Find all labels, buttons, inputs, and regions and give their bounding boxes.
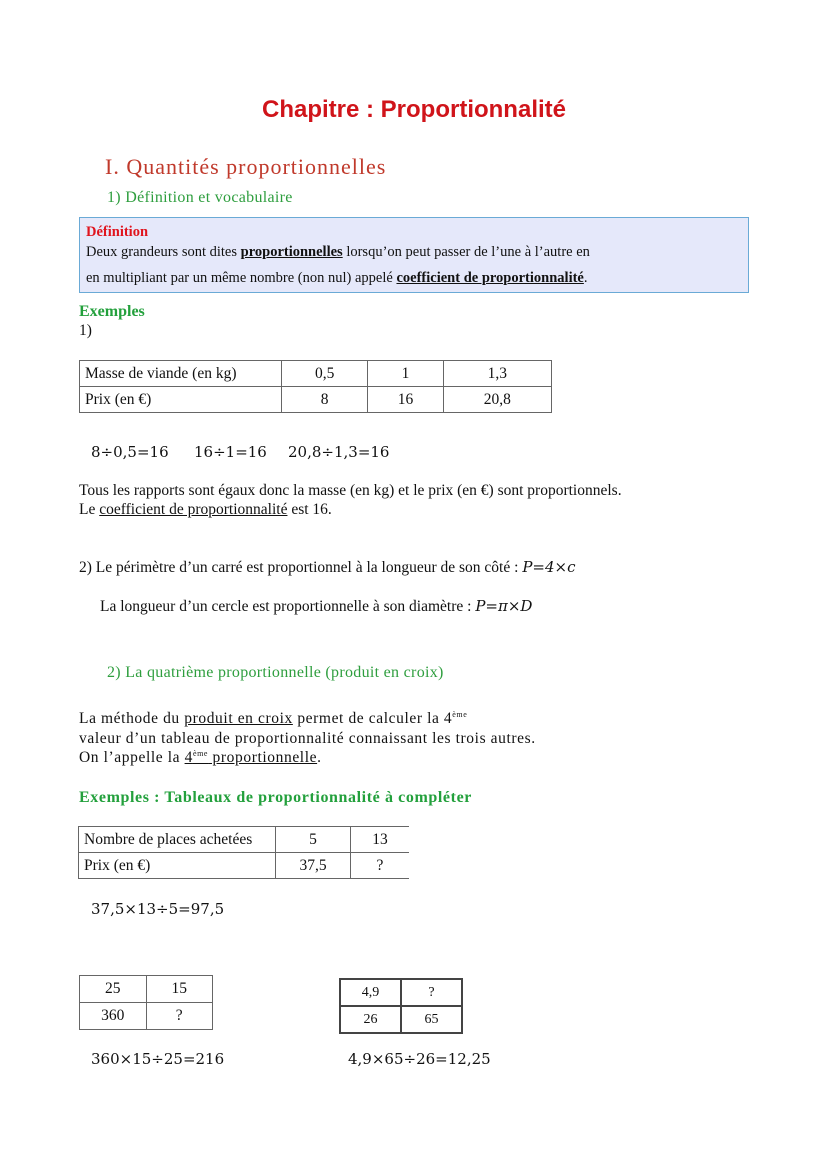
ratio-1: 8÷0,5=16	[91, 443, 169, 461]
method-line-3: On l’appelle la 4ème proportionnelle.	[79, 749, 322, 767]
table-cell: 8	[282, 387, 368, 413]
table-4	[339, 978, 463, 1034]
calculation-3: 360×15÷25=216	[91, 1050, 225, 1068]
table-cell: Masse de viande (en kg)	[80, 361, 282, 387]
table-cell: 1	[368, 361, 443, 387]
ratio-2: 16÷1=16	[194, 443, 267, 461]
table-cell: 13	[351, 827, 410, 853]
table-cell: 37,5	[276, 853, 351, 879]
table-cell: ?	[146, 1003, 213, 1030]
example-2-square: 2) Le périmètre d’un carré est proportionnel à la longueur de son côté : P=4×c	[79, 558, 576, 576]
calculation-4: 4,9×65÷26=12,25	[348, 1050, 491, 1068]
table-cell: 65	[401, 1006, 462, 1033]
example-2-circle: La longueur d’un cercle est proportionnelle à son diamètre : P=π×D	[100, 597, 533, 615]
examples-heading: Exemples	[79, 303, 145, 320]
table-cell: Prix (en €)	[80, 387, 282, 413]
conclusion-line-2: Le coefficient de proportionnalité est 16.	[79, 501, 332, 518]
table-cell: 4,9	[340, 979, 401, 1006]
method-line-1: La méthode du produit en croix permet de calculer la 4ème	[79, 710, 468, 728]
table-cell: 20,8	[443, 387, 551, 413]
table-cell: ?	[351, 853, 410, 879]
table-places-price	[78, 826, 409, 879]
table-cell: 16	[368, 387, 443, 413]
definition-line-2: en multipliant par un même nombre (non nul) appelé coefficient de proportionnalité.	[86, 270, 588, 286]
table-cell: ?	[401, 979, 462, 1006]
ratio-3: 20,8÷1,3=16	[288, 443, 390, 461]
table-cell: Nombre de places achetées	[79, 827, 276, 853]
section-heading: I. Quantités proportionnelles	[105, 154, 387, 179]
table-mass-price	[79, 360, 552, 413]
table-cell: 0,5	[282, 361, 368, 387]
subsection-heading: 1) Définition et vocabulaire	[107, 189, 293, 206]
table-cell: 15	[146, 976, 213, 1003]
table-cell: Prix (en €)	[79, 853, 276, 879]
table-cell: 360	[80, 1003, 147, 1030]
subsection-heading-2: 2) La quatrième proportionnelle (produit en croix)	[107, 664, 444, 681]
examples-heading-2: Exemples : Tableaux de proportionnalité à compléter	[79, 789, 472, 806]
table-cell: 1,3	[443, 361, 551, 387]
chapter-title: Chapitre : Proportionnalité	[261, 96, 566, 123]
conclusion-line-1: Tous les rapports sont égaux donc la masse (en kg) et le prix (en €) sont proportionnels.	[79, 482, 622, 499]
method-line-2: valeur d’un tableau de proportionnalité connaissant les trois autres.	[79, 730, 536, 747]
definition-label: Définition	[86, 224, 149, 240]
definition-line-1: Deux grandeurs sont dites proportionnelles lorsqu’on peut passer de l’une à l’autre en	[86, 244, 590, 260]
example-number: 1)	[79, 322, 92, 339]
table-cell: 25	[80, 976, 147, 1003]
table-3	[79, 975, 213, 1030]
calculation-2: 37,5×13÷5=97,5	[91, 900, 225, 918]
table-cell: 5	[276, 827, 351, 853]
definition-box	[79, 217, 749, 293]
table-cell: 26	[340, 1006, 401, 1033]
